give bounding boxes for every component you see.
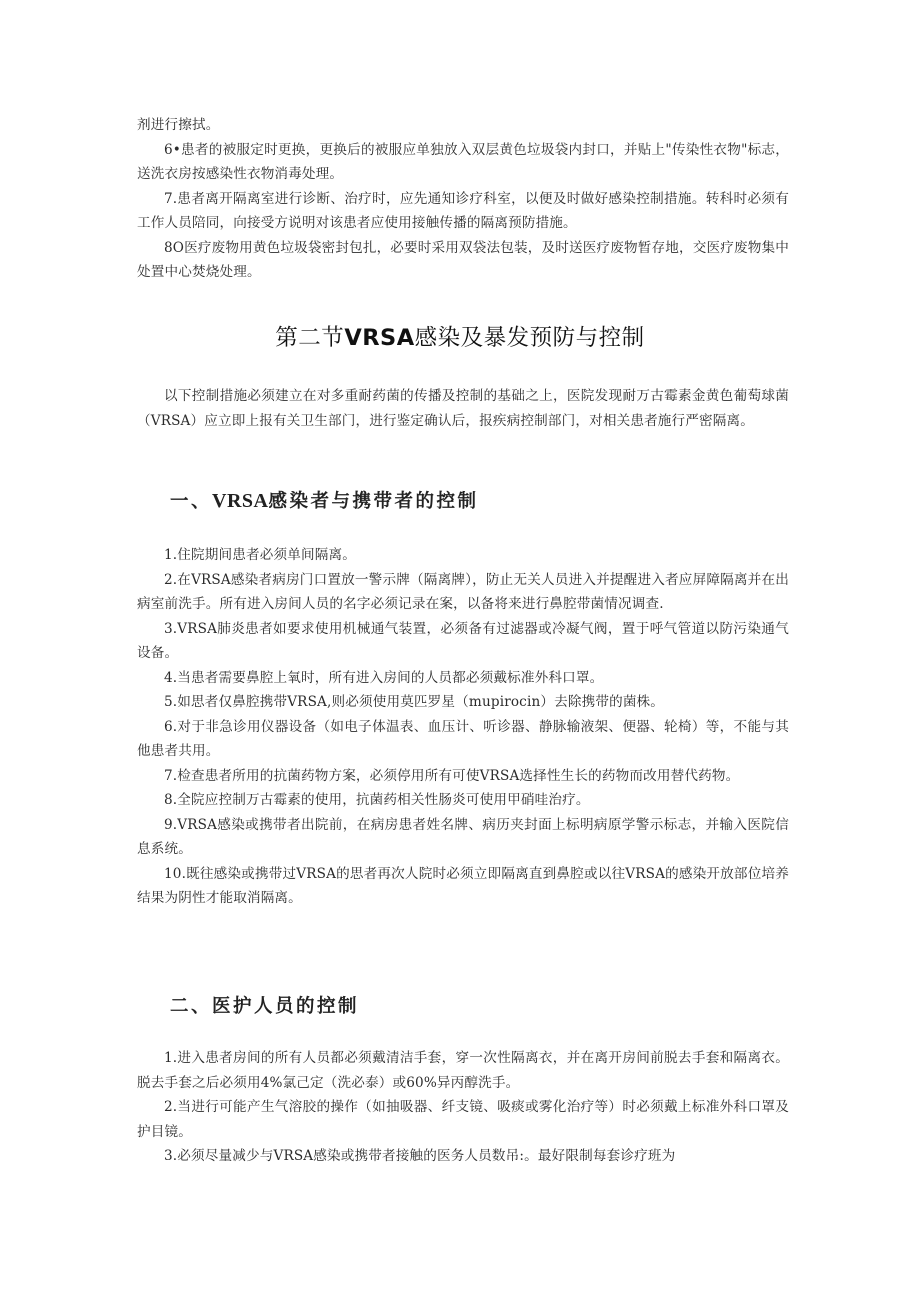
list-item: 6.对于非急诊用仪器设备（如电子体温表、血压计、听诊器、静脉输液架、便器、轮椅）等，不能与其他患者共用。	[137, 718, 789, 759]
section-title-vrsa: VRSA	[344, 325, 415, 351]
part1-heading-prefix: 一、	[170, 491, 213, 512]
paragraph-item-6: 6•患者的被服定时更换，更换后的被服应单独放入双层黄色垃圾袋内封口，并贴上"传染性衣物"标志，送洗衣房按感染性衣物消毒处理。	[137, 141, 789, 182]
list-item: 1.进入患者房间的所有人员都必须戴清洁手套，穿一次性隔离衣，并在离开房间前脱去手套和隔离衣。脱去手套之后必须用4%氯己定（洗必泰）或60%异丙醇洗手。	[137, 1050, 789, 1091]
part2-list	[137, 1046, 789, 1169]
paragraph-item-8: 8O医疗废物用黄色垃圾袋密封包扎，必要时采用双袋法包装，及时送医疗废物暂存地，交医疗废物集中处置中心焚烧处理。	[137, 239, 789, 280]
list-item: 8.全院应控制万古霉素的使用，抗菌药相关性肠炎可使用甲硝哇治疗。	[164, 792, 590, 808]
part1-list	[137, 543, 789, 911]
list-item: 10.既往感染或携带过VRSA的思者再次人院时必须立即隔离直到鼻腔或以往VRSA的感染开放部位培养结果为阴性才能取消隔离。	[137, 865, 789, 906]
part2-heading: 二、医护人员的控制	[170, 996, 360, 1017]
section-title	[0, 320, 920, 352]
paragraph-continued: 剂进行擦拭。	[137, 117, 220, 133]
part1-heading-suffix: 感染者与携带者的控制	[268, 491, 479, 512]
part1-heading-vrsa: VRSA	[212, 490, 269, 512]
section-intro: 以下控制措施必须建立在对多重耐药菌的传播及控制的基础之上，医院发现耐万古霉素金黄色葡萄球菌（VRSA）应立即上报有关卫生部门，进行鉴定确认后，报疾病控制部门，对相关患者施行严密隔离。	[137, 388, 789, 429]
list-item: 3.必须尽量减少与VRSA感染或携带者接触的医务人员数吊:。最好限制每套诊疗班为	[164, 1148, 676, 1164]
list-item: 7.检查患者所用的抗菌药物方案，必须停用所有可使VRSA选择性生长的药物而改用替代药物。	[164, 767, 740, 784]
list-item: 3.VRSA肺炎患者如要求使用机械通气装置，必须备有过滤器或冷凝气阀，置于呼气管道以防污染通气设备。	[137, 620, 789, 661]
list-item: 2.当进行可能产生气溶胶的操作（如抽吸器、纤支镜、吸痰或雾化治疗等）时必须戴上标准外科口罩及护目镜。	[137, 1099, 789, 1140]
list-item: 4.当患者需要鼻腔上氧时，所有进入房间的人员都必须戴标准外科口罩。	[164, 669, 604, 686]
section-title-suffix: 感染及暴发预防与控制	[414, 325, 645, 351]
section-title-prefix: 第二节	[275, 325, 345, 351]
list-item: 1.住院期间患者必须单间隔离。	[164, 547, 356, 563]
section-intro-block	[137, 384, 789, 433]
list-item: 9.VRSA感染或携带者出院前，在病房患者姓名牌、病历夹封面上标明病原学警示标志，并输入医院信息系统。	[137, 816, 789, 857]
list-item: 5.如思者仅鼻腔携带VRSA,则必须使用莫匹罗星（mupirocin）去除携带的菌株。	[164, 694, 665, 710]
paragraph-item-7: 7.患者离开隔离室进行诊断、治疗时，应先通知诊疗科室，以便及时做好感染控制措施。转科时必须有工作人员陪同，向接受方说明对该患者应使用接触传播的隔离预防措施。	[137, 190, 789, 231]
part1-heading	[170, 487, 478, 513]
continued-text-block	[137, 113, 789, 285]
list-item: 2.在VRSA感染者病房门口置放一警示牌（隔离牌），防止无关人员进入并提醒进入者应屏障隔离并在出病室前洗手。所有进入房间人员的名字必须记录在案，以备将来进行鼻腔带菌情况调查.	[137, 571, 789, 612]
